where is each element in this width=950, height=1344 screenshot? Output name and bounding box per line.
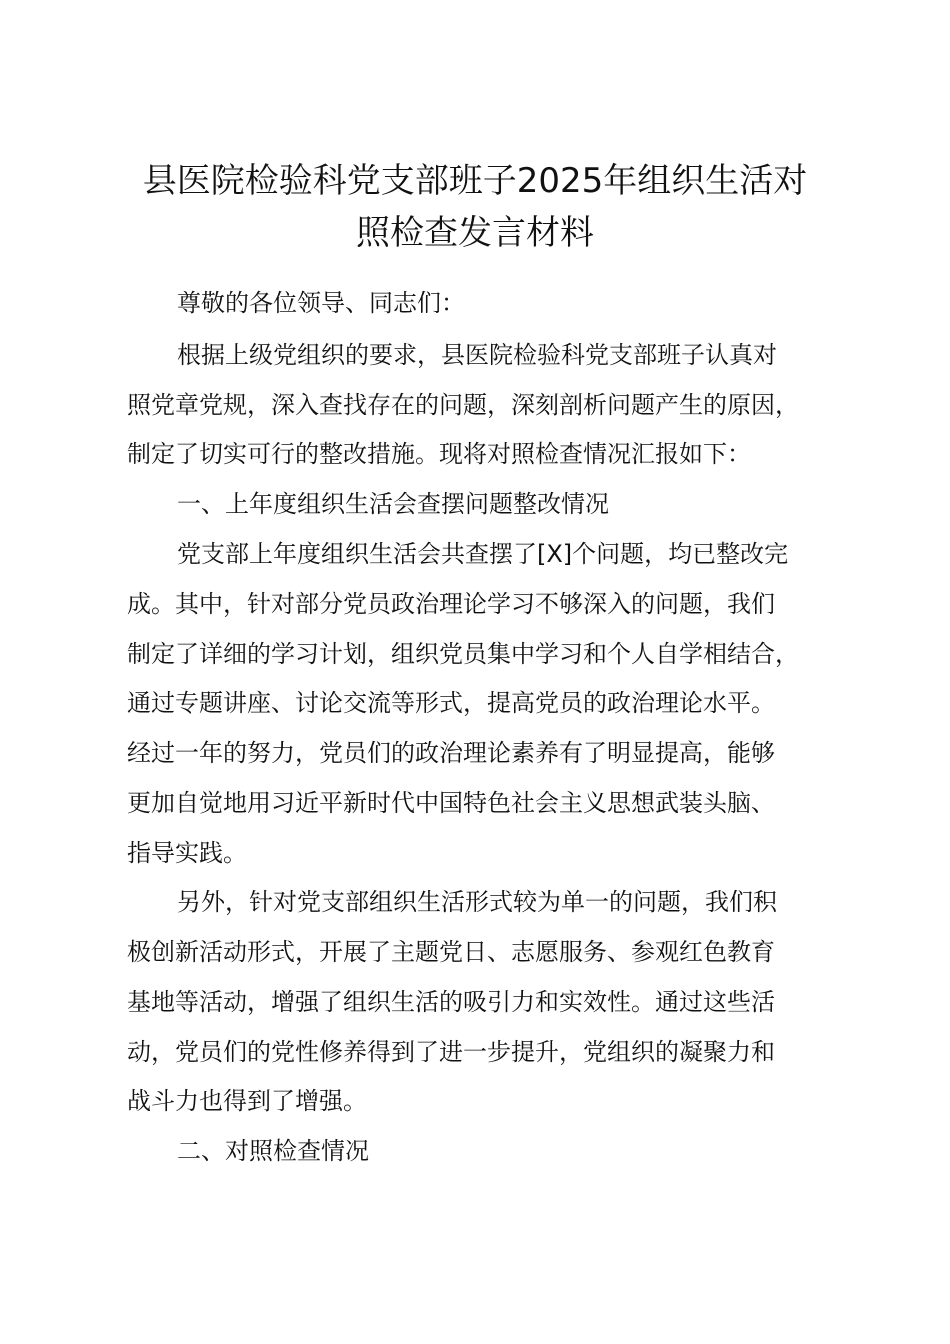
paragraph-2-line-5: 经过一年的努力，党员们的政治理论素养有了明显提高，能够 [127,739,775,767]
paragraph-2-line-7: 指导实践。 [127,839,247,867]
paragraph-2-line-3: 制定了详细的学习计划，组织党员集中学习和个人自学相结合， [127,640,799,668]
paragraph-1-line-3: 制定了切实可行的整改措施。现将对照检查情况汇报如下： [127,440,751,468]
paragraph-2-line-6: 更加自觉地用习近平新时代中国特色社会主义思想武装头脑、 [127,789,775,817]
paragraph-3-line-5: 战斗力也得到了增强。 [127,1087,367,1115]
salutation: 尊敬的各位领导、同志们： [177,289,465,317]
paragraph-1-line-2: 照党章党规，深入查找存在的问题，深刻剖析问题产生的原因， [127,391,799,419]
document-title-line-1: 县医院检验科党支部班子2025年组织生活对 [142,161,808,201]
paragraph-3-line-3: 基地等活动，增强了组织生活的吸引力和实效性。通过这些活 [127,988,775,1016]
section-heading-1: 一、上年度组织生活会查摆问题整改情况 [177,490,609,518]
paragraph-3-line-1: 另外，针对党支部组织生活形式较为单一的问题，我们积 [177,888,777,916]
paragraph-1-line-1: 根据上级党组织的要求，县医院检验科党支部班子认真对 [177,341,777,369]
paragraph-2-line-2: 成。其中，针对部分党员政治理论学习不够深入的问题，我们 [127,590,775,618]
document-title-line-2: 照检查发言材料 [356,213,594,253]
paragraph-3-line-2: 极创新活动形式，开展了主题党日、志愿服务、参观红色教育 [127,938,775,966]
paragraph-3-line-4: 动，党员们的党性修养得到了进一步提升，党组织的凝聚力和 [127,1038,775,1066]
section-heading-2: 二、对照检查情况 [177,1137,369,1165]
paragraph-2-line-4: 通过专题讲座、讨论交流等形式，提高党员的政治理论水平。 [127,689,775,717]
paragraph-2-line-1: 党支部上年度组织生活会共查摆了[X]个问题，均已整改完 [177,540,789,568]
